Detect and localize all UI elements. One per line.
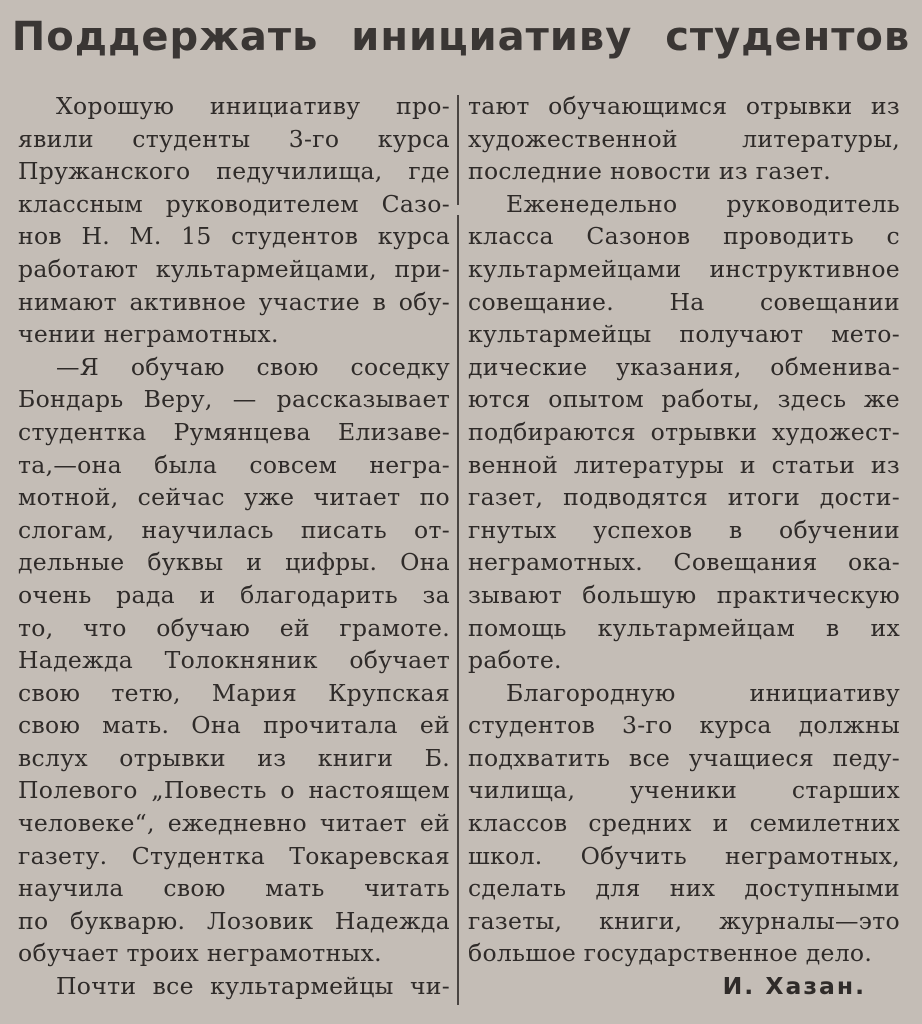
text-line: —Я обучаю свою соседку — [56, 352, 450, 381]
column-divider — [457, 95, 459, 205]
text-line: чилища, ученики старших — [468, 776, 900, 805]
text-line: художественной литературы, — [468, 124, 900, 153]
text-line: большое государственное дело. — [468, 939, 873, 968]
text-line: Почти все культармейцы чи- — [56, 972, 450, 1001]
text-line: научила свою мать читать — [18, 874, 450, 903]
text-line: слогам, научилась писать от- — [18, 515, 450, 544]
text-line: классным руководителем Сазо- — [18, 189, 450, 218]
text-line: студентка Румянцева Елизаве- — [18, 417, 450, 446]
text-line: Полевого „Повесть о настоящем — [18, 776, 450, 805]
text-line: дельные буквы и цифры. Она — [18, 548, 450, 577]
column-divider — [457, 215, 459, 1005]
text-line: студентов 3-го курса должны — [468, 711, 900, 740]
text-line: зывают большую практическую — [468, 580, 900, 609]
text-line: школ. Обучить неграмотных, — [468, 841, 900, 870]
text-line: подхватить все учащиеся педу- — [468, 743, 900, 772]
text-line: дические указания, обменива- — [468, 352, 900, 381]
left-column — [18, 90, 450, 1003]
text-line: свою тетю, Мария Крупская — [18, 678, 450, 707]
text-line: культармейцами инструктивное — [468, 254, 900, 283]
text-line: то, что обучаю ей грамоте. — [18, 613, 450, 642]
text-line: вслух отрывки из книги Б. — [18, 743, 450, 772]
text-line: газеты, книги, журналы—это — [468, 906, 900, 935]
text-line: Бондарь Веру, — рассказывает — [18, 385, 450, 414]
text-line: неграмотных. Совещания ока- — [468, 548, 900, 577]
text-line: культармейцы получают мето- — [468, 320, 900, 349]
text-line: венной литературы и статьи из — [468, 450, 900, 479]
text-line: подбираются отрывки художест- — [468, 417, 900, 446]
text-line: помощь культармейцам в их — [468, 613, 900, 642]
text-line: очень рада и благодарить за — [18, 580, 450, 609]
text-line: нимают активное участие в обу- — [18, 287, 450, 316]
text-line: Еженедельно руководитель — [506, 189, 900, 218]
text-line: гнутых успехов в обучении — [468, 515, 900, 544]
text-line: Благородную инициативу — [506, 678, 900, 707]
right-column — [468, 90, 900, 1003]
article-headline: Поддержать инициативу студентов — [11, 14, 911, 60]
text-line: класса Сазонов проводить с — [468, 222, 900, 251]
text-line: нов Н. М. 15 студентов курса — [18, 222, 450, 251]
text-line: работают культармейцами, при- — [18, 254, 450, 283]
text-line: явили студенты 3-го курса — [18, 124, 450, 153]
text-line: свою мать. Она прочитала ей — [18, 711, 450, 740]
text-line: та,—она была совсем негра- — [18, 450, 450, 479]
text-line: Пружанского педучилища, где — [18, 157, 450, 186]
text-line: обучает троих неграмотных. — [18, 939, 382, 968]
text-line: чении неграмотных. — [18, 320, 279, 349]
text-line: человеке“, ежедневно читает ей — [18, 809, 450, 838]
text-line: газету. Студентка Токаревская — [18, 841, 450, 870]
text-line: последние новости из газет. — [468, 157, 832, 186]
text-line: совещание. На совещании — [468, 287, 900, 316]
text-line: Хорошую инициативу про- — [56, 92, 450, 120]
text-line: по букварю. Лозовик Надежда — [18, 906, 450, 935]
text-line: работе. — [468, 646, 562, 675]
text-line: Надежда Толокняник обучает — [18, 646, 450, 675]
text-line: мотной, сейчас уже читает по — [18, 483, 450, 512]
text-line: сделать для них доступными — [468, 874, 900, 903]
text-line: газет, подводятся итоги дости- — [468, 483, 900, 512]
text-line: тают обучающимся отрывки из — [468, 92, 900, 120]
text-line: классов средних и семилетних — [468, 809, 900, 838]
text-line: ются опытом работы, здесь же — [468, 385, 900, 414]
author-signature: И. Хазан. — [722, 972, 866, 1001]
